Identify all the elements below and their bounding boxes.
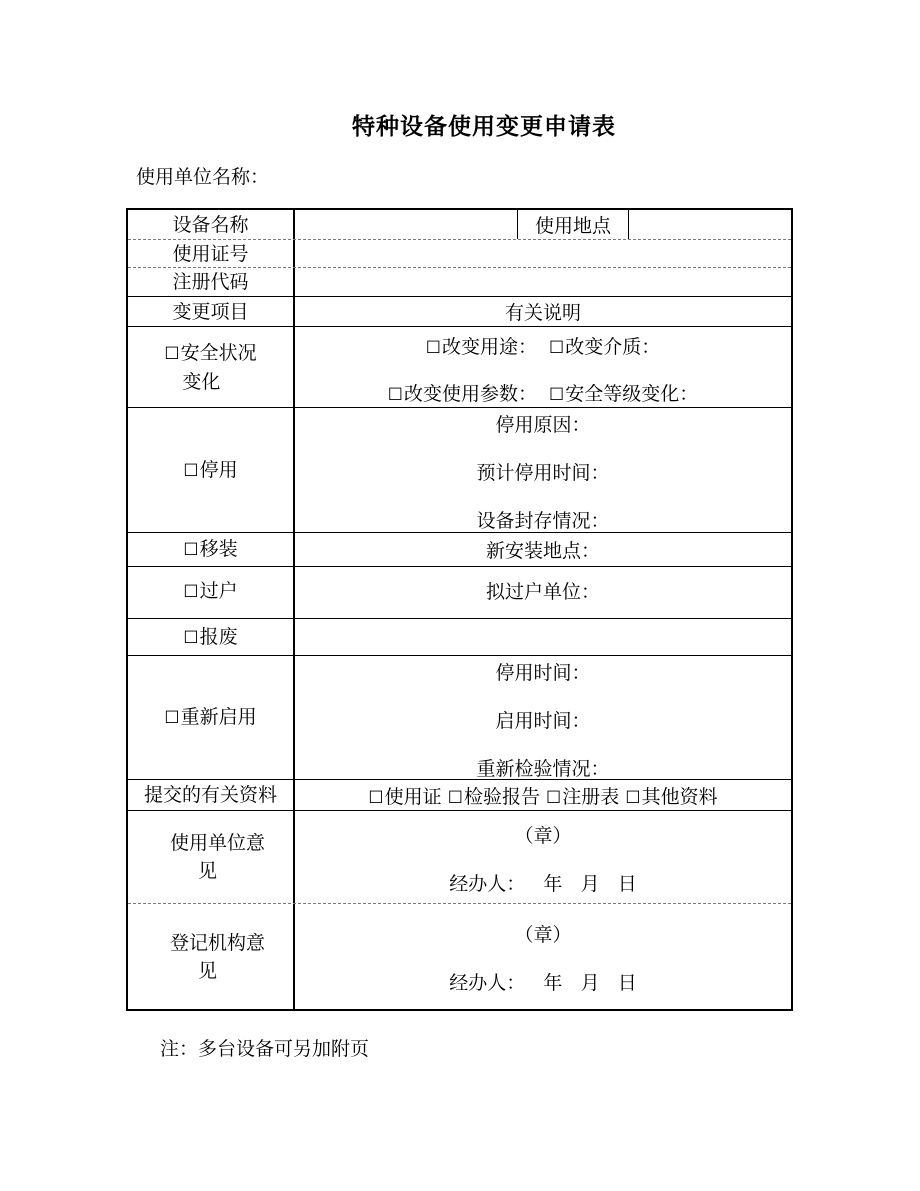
use-cert-label: 使用证 — [384, 785, 442, 808]
registry-handler-label: 经办人： — [449, 972, 526, 994]
submitted-docs-label: 提交的有关资料 — [128, 780, 295, 810]
reinspection-label: 重新检验情况： — [476, 758, 610, 780]
user-year-label: 年 — [543, 873, 563, 895]
row-scrap — [128, 619, 791, 656]
equipment-name-label: 设备名称 — [128, 210, 295, 239]
row-relocate — [128, 533, 791, 567]
registry-day-label: 日 — [617, 972, 637, 994]
scrap-checkbox[interactable]: ☐ — [183, 627, 199, 648]
change-medium-checkbox[interactable]: ☐ — [549, 338, 565, 358]
location-label: 使用地点 — [517, 210, 629, 239]
submitted-docs-options — [295, 780, 791, 810]
change-params-label: 改变使用参数： — [403, 383, 537, 405]
inspection-report-label: 检验报告 — [463, 785, 540, 808]
inspection-report-checkbox[interactable]: ☐ — [447, 787, 463, 808]
row-transfer — [128, 567, 791, 619]
safety-change-cell — [128, 327, 295, 407]
user-opinion-label-cont: 见 — [197, 860, 217, 882]
registry-opinion-cell — [128, 904, 295, 1009]
description-header-cell — [295, 297, 791, 326]
use-cert-checkbox[interactable]: ☐ — [368, 787, 384, 808]
row-cert-no — [128, 240, 791, 268]
change-params-checkbox[interactable]: ☐ — [387, 385, 403, 405]
safety-change-label: 安全状况 — [180, 341, 257, 364]
transfer-details — [295, 567, 791, 618]
unit-name-label: 使用单位名称： — [136, 166, 270, 188]
scrap-details[interactable] — [295, 619, 791, 655]
cert-no-field[interactable] — [295, 240, 791, 267]
registration-form-checkbox[interactable]: ☐ — [546, 787, 562, 808]
expected-stop-time-label: 预计停用时间： — [476, 462, 610, 484]
relocate-checkbox[interactable]: ☐ — [183, 540, 199, 560]
stop-time-label: 停用时间： — [495, 662, 591, 684]
stop-reason-label: 停用原因： — [495, 414, 591, 436]
stop-use-checkbox[interactable]: ☐ — [183, 460, 199, 481]
stop-use-cell — [128, 408, 295, 532]
user-seal-label: （章） — [514, 825, 572, 847]
user-signature-line — [295, 869, 791, 896]
registry-opinion-label: 登记机构意 — [169, 931, 265, 954]
equipment-name-value-area[interactable] — [295, 210, 791, 239]
row-user-opinion — [128, 811, 791, 904]
change-purpose-label: 改变用途： — [441, 336, 537, 358]
registration-form-label: 注册表 — [562, 785, 620, 808]
user-opinion-cell — [128, 811, 295, 903]
other-docs-checkbox[interactable]: ☐ — [625, 787, 641, 808]
description-header: 有关说明 — [504, 302, 581, 324]
registry-seal-label: （章） — [514, 924, 572, 946]
row-equipment-name — [128, 210, 791, 240]
row-submitted-docs — [128, 780, 791, 811]
transfer-unit-label: 拟过户单位： — [485, 581, 600, 603]
safety-level-checkbox[interactable]: ☐ — [549, 385, 565, 405]
registry-year-label: 年 — [543, 972, 563, 994]
transfer-cell — [128, 567, 295, 618]
footnote: 注：多台设备可另加附页 — [160, 1038, 370, 1060]
row-safety-change — [128, 327, 791, 408]
user-opinion-area[interactable] — [295, 811, 791, 903]
row-stop-use — [128, 408, 791, 533]
user-opinion-label: 使用单位意 — [169, 832, 265, 854]
transfer-checkbox[interactable]: ☐ — [183, 582, 199, 602]
scrap-label: 报废 — [199, 625, 238, 648]
user-month-label: 月 — [580, 873, 600, 895]
registry-month-label: 月 — [580, 972, 600, 994]
row-registry-opinion — [128, 904, 791, 1009]
user-day-label: 日 — [617, 873, 637, 895]
safety-level-label: 安全等级变化： — [565, 383, 699, 405]
other-docs-label: 其他资料 — [641, 785, 718, 808]
row-column-headers — [128, 297, 791, 327]
stop-use-label: 停用 — [199, 458, 238, 481]
safety-options-line1 — [295, 332, 791, 359]
restart-checkbox[interactable]: ☐ — [164, 708, 180, 728]
transfer-label: 过户 — [199, 580, 238, 602]
start-time-label: 启用时间： — [495, 710, 591, 732]
registry-opinion-area[interactable] — [295, 904, 791, 1009]
restart-label: 重新启用 — [180, 706, 257, 728]
relocate-label: 移装 — [199, 538, 238, 560]
cert-no-label: 使用证号 — [128, 240, 295, 267]
change-application-form — [126, 208, 793, 1011]
row-reg-code — [128, 268, 791, 297]
reg-code-field[interactable] — [295, 268, 791, 296]
safety-options-line2 — [295, 379, 791, 406]
reg-code-label: 注册代码 — [128, 268, 295, 296]
registry-opinion-label-cont: 见 — [197, 959, 217, 982]
stop-use-details — [295, 408, 791, 532]
sealing-status-label: 设备封存情况： — [476, 510, 610, 532]
safety-change-checkbox[interactable]: ☐ — [164, 343, 180, 364]
page-title: 特种设备使用变更申请表 — [352, 113, 616, 140]
change-medium-label: 改变介质： — [565, 336, 661, 358]
new-install-location-label: 新安装地点： — [485, 540, 600, 562]
relocate-details — [295, 533, 791, 566]
safety-change-label-cont: 变化 — [182, 370, 221, 393]
restart-details — [295, 656, 791, 779]
relocate-cell — [128, 533, 295, 566]
restart-cell — [128, 656, 295, 779]
registry-signature-line — [295, 968, 791, 995]
change-item-header: 变更项目 — [128, 297, 295, 326]
scrap-cell — [128, 619, 295, 655]
row-restart — [128, 656, 791, 780]
safety-change-options — [295, 327, 791, 407]
user-handler-label: 经办人： — [449, 873, 526, 895]
change-purpose-checkbox[interactable]: ☐ — [425, 338, 441, 358]
